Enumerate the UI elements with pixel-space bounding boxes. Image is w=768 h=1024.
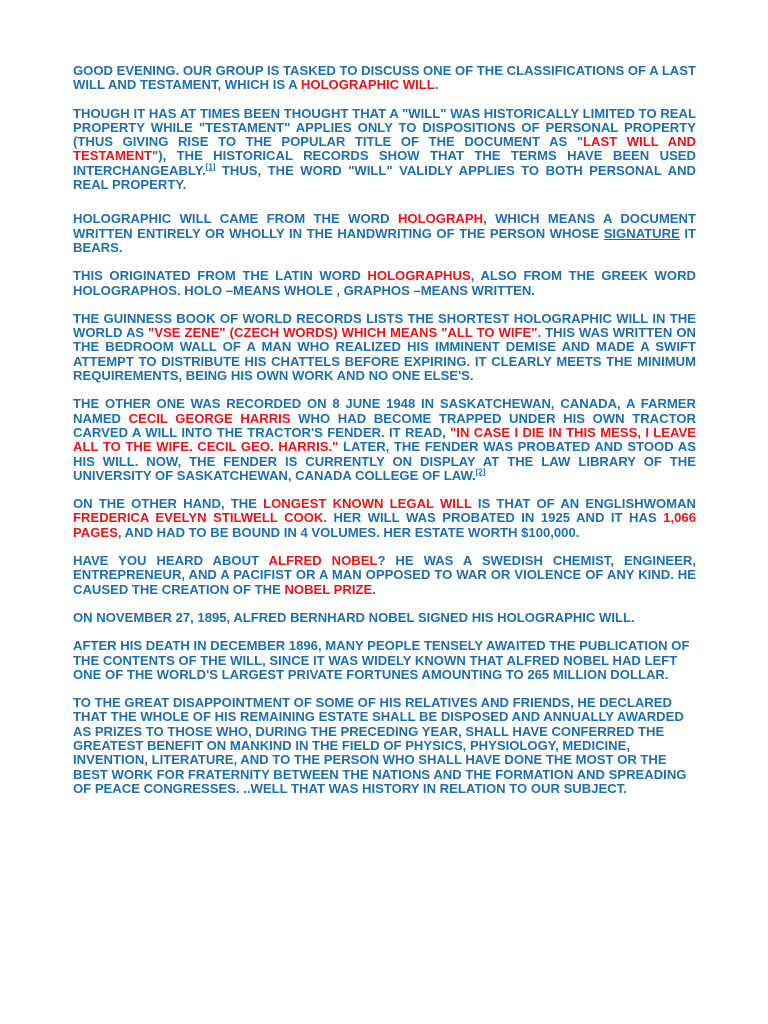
paragraph-holograph [73,212,696,255]
text: THUS, THE WORD "WILL" VALIDLY APPLIES TO BOTH PERSONAL AND REAL PROPERTY. [73,162,696,193]
highlight-holograph: HOLOGRAPH [397,211,484,227]
highlight-cecil-george-harris: CECIL GEORGE HARRIS [128,410,291,426]
paragraph-cecil-harris [73,397,696,483]
paragraph-longest-will [73,497,696,540]
text: . HER WILL WAS PROBATED IN 1925 AND IT HAS [323,510,664,526]
text: GOOD EVENING. OUR GROUP IS TASKED TO DISCUSS ONE OF THE CLASSIFICATIONS OF A LAST WILL AND TESTAMENT, WHICH IS A [73,63,696,93]
text: . [372,581,376,597]
paragraph-after-death: AFTER HIS DEATH IN DECEMBER 1896, MANY PEOPLE TENSELY AWAITED THE PUBLICATION OF THE CONTENTS OF THE WILL, SINCE IT WAS WIDELY KNOWN THAT ALFRED NOBEL HAD LEFT ONE OF THE WORLD'S LARGEST PRIVATE FORTUNES AMOUNTING TO 265 MILLION DOLLAR. [73,638,690,682]
paragraph-intro [73,64,696,93]
text: LATER, THE FENDER WAS PROBATED AND STOOD AS HIS WILL. NOW, THE FENDER IS CURRENTLY ON DISPLAY AT THE LAW LIBRARY OF THE UNIVERSITY OF SASKATCHEWAN, CANADA COLLEGE OF LAW. [73,439,696,483]
paragraph-prizes: TO THE GREAT DISAPPOINTMENT OF SOME OF HIS RELATIVES AND FRIENDS, HE DECLARED THAT THE WHOLE OF HIS REMAINING ESTATE SHALL BE DISPOSED AND ANNUALLY AWARDED AS PRIZES TO THOSE WHO, DURING THE PRECEDING YEAR, SHALL HAVE CONFERRED THE GREATEST BENEFIT ON MANKIND IN THE FIELD OF PHYSICS, PHYSIOLOGY, MEDICINE, INVENTION, LITERATURE, AND TO THE PERSON WHO SHALL HAVE DONE THE MOST OR THE BEST WORK FOR FRATERNITY BETWEEN THE NATIONS AND THE FORMATION AND SPREADING OF PEACE CONGRESSES. ..WELL THAT WAS HISTORY IN RELATION TO OUR SUBJECT. [73,695,687,796]
highlight-page-count: 1,066 PAGES [73,510,696,540]
text: , ALSO FROM THE GREEK WORD HOLOGRAPHOS. HOLO –MEANS WHOLE , GRAPHOS –MEANS WRITTEN. [73,268,696,298]
highlight-fender-quote: "IN CASE I DIE IN THIS MESS, I LEAVE ALL TO THE WIFE. CECIL GEO. HARRIS." [73,424,696,455]
highlight-frederica-cook: FREDERICA EVELYN STILWELL COOK [73,510,324,526]
footnote-link-2[interactable]: [2] [475,467,486,477]
text: . [434,77,439,93]
document-body [73,64,696,810]
text: HAVE YOU HEARD ABOUT [73,553,269,569]
text: , AND HAD TO BE BOUND IN 4 VOLUMES. HER ESTATE WORTH $100,000. [117,524,580,540]
text: THE OTHER ONE WAS RECORDED ON 8 JUNE 1948 IN SASKATCHEWAN, CANADA, A FARMER NAMED [73,396,696,426]
text: , WHICH MEANS A DOCUMENT WRITTEN ENTIRELY OR WHOLLY IN THE HANDWRITING OF THE PERSON WHOSE [73,211,696,241]
text: ON THE OTHER HAND, THE [73,496,264,512]
highlight-holographus: HOLOGRAPHUS [367,268,471,284]
text: THE GUINNESS BOOK OF WORLD RECORDS LISTS THE SHORTEST HOLOGRAPHIC WILL IN THE WORLD AS [73,310,696,341]
text: . THIS WAS WRITTEN ON THE BEDROOM WALL OF A MAN WHO REALIZED HIS IMMINENT DEMISE AND MADE A SWIFT ATTEMPT TO DISTRIBUTE HIS CHATTELS BEFORE EXPIRING. IT CLEARLY MEETS THE MINIMUM REQUIREMENTS, BEING HIS OWN WORK AND NO ONE ELSE'S. [73,325,696,384]
text: ? HE WAS A SWEDISH CHEMIST, ENGINEER, ENTREPRENEUR, AND A PACIFIST OR A MAN OPPOSED TO WAR OR VIOLENCE OF ANY KIND. HE CAUSED THE CREATION OF THE [73,553,696,597]
highlight-alfred-nobel: ALFRED NOBEL [268,553,378,569]
paragraph-will-vs-testament [73,107,696,193]
paragraph-will-signed: ON NOVEMBER 27, 1895, ALFRED BERNHARD NOBEL SIGNED HIS HOLOGRAPHIC WILL. [73,609,635,625]
text: THIS ORIGINATED FROM THE LATIN WORD [73,268,368,284]
text: IS THAT OF AN ENGLISHWOMAN [471,496,696,512]
footnote-link-1[interactable]: [1] [205,162,216,172]
highlight-vse-zene: "VSE ZENE" (CZECH WORDS) WHICH MEANS "ALL TO WIFE" [148,325,538,341]
paragraph-latin-origin [73,269,696,298]
text: WHO HAD BECOME TRAPPED UNDER HIS OWN TRACTOR CARVED A WILL INTO THE TRACTOR'S FENDER. IT READ, [73,410,696,440]
text: THOUGH IT HAS AT TIMES BEEN THOUGHT THAT A "WILL" WAS HISTORICALLY LIMITED TO REAL PROPERTY WHILE "TESTAMENT" APPLIES ONLY TO DISPOSITIONS OF PERSONAL PROPERTY (THUS GIVING RISE TO THE POPULAR TITLE OF THE DOCUMENT AS " [73,105,696,150]
paragraph-alfred-nobel [73,554,696,597]
text: IT BEARS. [73,225,696,255]
text: HOLOGRAPHIC WILL CAME FROM THE WORD [73,211,398,227]
highlight-last-will-and-testament: LAST WILL AND TESTAMENT [73,134,696,164]
highlight-nobel-prize: NOBEL PRIZE [284,581,373,597]
underlined-signature: SIGNATURE [603,225,680,241]
highlight-holographic-will: HOLOGRAPHIC WILL [300,77,435,93]
highlight-longest-known-legal-will: LONGEST KNOWN LEGAL WILL [263,496,472,512]
paragraph-guinness-record [73,312,696,383]
text: "), THE HISTORICAL RECORDS SHOW THAT THE TERMS HAVE BEEN USED INTERCHANGEABLY. [73,148,696,178]
